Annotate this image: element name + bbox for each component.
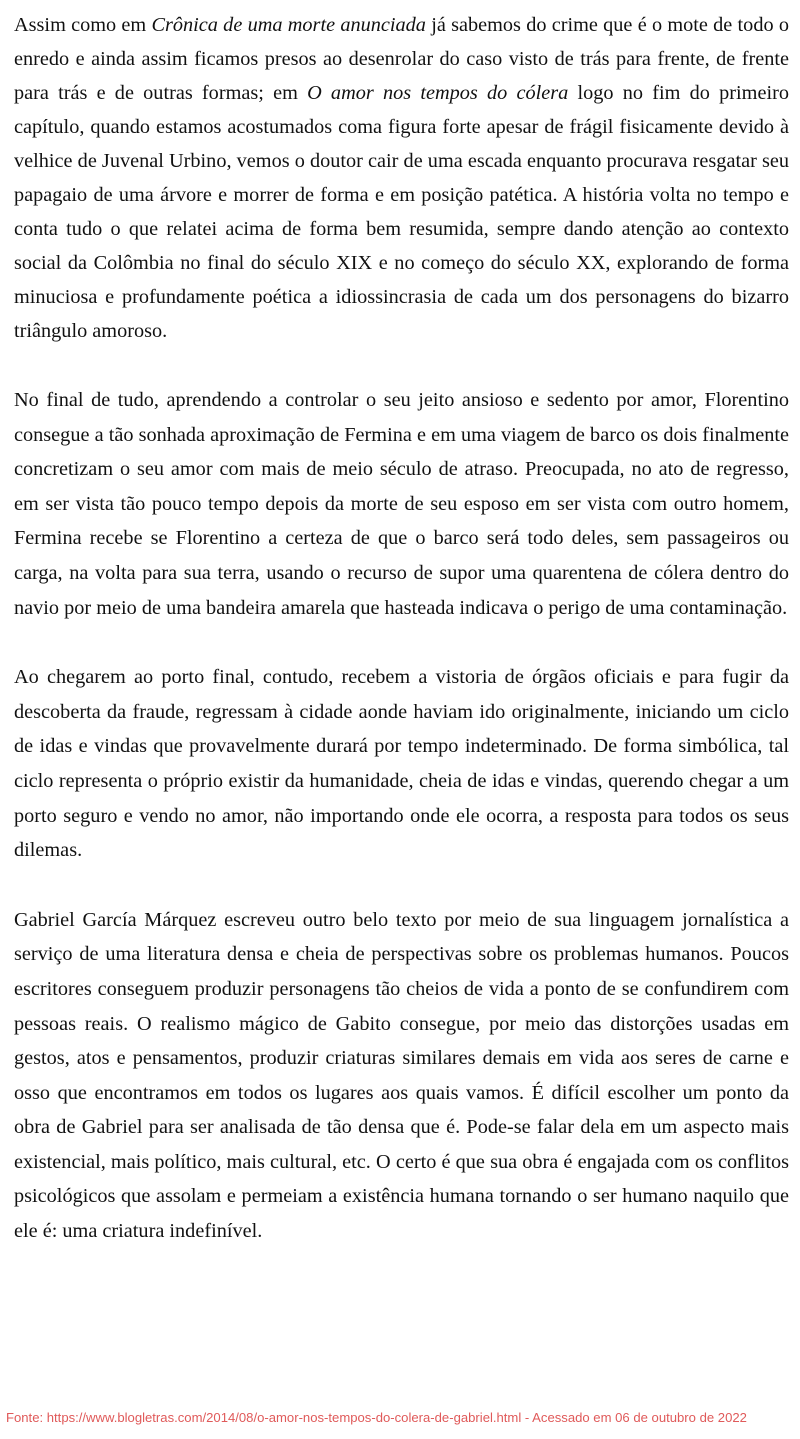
source-citation: Fonte: https://www.blogletras.com/2014/08/o-amor-nos-tempos-do-colera-de-gabriel.html - Acessado em 06 de outubro de 2022 [6, 1410, 747, 1425]
paragraph-1 [14, 8, 789, 348]
paragraph-1-segment: logo no fim do primeiro capítulo, quando estamos acostumados coma figura forte apesar de frágil fisicamente devido à velhice de Juvenal Urbino, vemos o doutor cair de uma escada enquanto procurava resgatar seu papagaio de uma árvore e morrer de forma e em posição patética. A história volta no tempo e conta tudo o que relatei acima de forma bem resumida, sempre dando atenção ao contexto social da Colômbia no final do século XIX e no começo do século XX, explorando de forma minuciosa e profundamente poética a idiossincrasia de cada um dos personagens do bizarro triângulo amoroso. [14, 82, 789, 342]
paragraph-4-segment: Gabriel García Márquez escreveu outro belo texto por meio de sua linguagem jornalística a serviço de uma literatura densa e cheia de perspectivas sobre os problemas humanos. Poucos escritores conseguem produzir personagens tão cheios de vida a ponto de se confundirem com pessoas reais. O realismo mágico de Gabito consegue, por meio das distorções usadas em gestos, atos e pensamentos, produzir criaturas similares demais em vida aos seres de carne e osso que encontramos em todos os lugares aos quais vamos. É difícil escolher um ponto da obra de Gabriel para ser analisada de tão densa que é. Pode-se falar dela em um aspecto mais existencial, mais político, mais cultural, etc. O certo é que sua obra é engajada com os conflitos psicológicos que assolam e permeiam a existência humana tornando o ser humano naquilo que ele é: uma criatura indefinível. [14, 908, 789, 1243]
paragraph-1-segment: Assim como em [14, 14, 152, 36]
paragraph-1-segment: já sabemos do crime que é o mote de todo o enredo e ainda assim ficamos presos ao desenrolar do caso visto de trás para frente, de frente para trás e de outras formas; em [14, 14, 789, 104]
paragraph-3-text [14, 666, 789, 861]
paragraph-3-segment: Ao chegarem ao porto final, contudo, recebem a vistoria de órgãos oficiais e para fugir da descoberta da fraude, regressam à cidade aonde haviam ido originalmente, iniciando um ciclo de idas e vindas que provavelmente durará por tempo indeterminado. De forma simbólica, tal ciclo representa o próprio existir da humanidade, cheia de idas e vindas, querendo chegar a um porto seguro e vendo no amor, não importando onde ele ocorra, a resposta para todos os seus dilemas. [14, 666, 789, 862]
paragraph-4 [14, 903, 789, 1249]
paragraph-2-text [14, 389, 789, 619]
paragraph-1-segment: Crônica de uma morte anunciada [151, 14, 426, 36]
paragraph-3 [14, 660, 789, 868]
paragraph-4-text [14, 909, 789, 1242]
article-body [14, 8, 789, 1249]
paragraph-1-segment: O amor nos tempos do cólera [307, 82, 569, 104]
paragraph-2 [14, 383, 789, 625]
paragraph-1-text [14, 14, 789, 342]
paragraph-2-segment: No final de tudo, aprendendo a controlar o seu jeito ansioso e sedento por amor, Florentino consegue a tão sonhada aproximação de Fermina e em uma viagem de barco os dois finalmente concretizam o seu amor com mais de meio século de atraso. Preocupada, no ato de regresso, em ser vista tão pouco tempo depois da morte de seu esposo em ser vista com outro homem, Fermina recebe se Florentino a certeza de que o barco será todo deles, sem passageiros ou carga, na volta para sua terra, usando o recurso de supor uma quarentena de cólera dentro do navio por meio de uma bandeira amarela que hasteada indicava o perigo de uma contaminação. [14, 389, 789, 619]
